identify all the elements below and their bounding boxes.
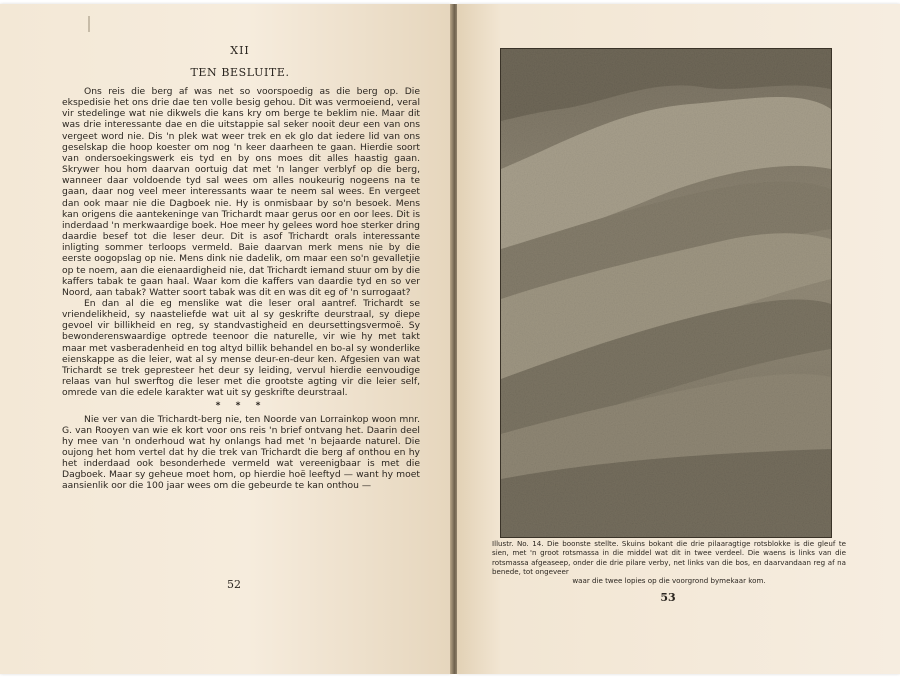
paragraph-3: Nie ver van die Trichardt-berg nie, ten Noorde van Lorrainkop woon mnr. G. van Rooyen van wie ek kort voor ons reis 'n brief ontvang het. Daarin deel hy mee van 'n onderhoud wat hy onlangs had met 'n bejaarde naturel. Die oujong het hom vertel dat hy die trek van Trichardt die berg af onthou en hy het inderdaad ook besonderhede vermeld wat vereenigbaar is met die Dagboek. Maar sy geheue moet hom, op hierdie hoë leeftyd — want hy moet aansienlik oor die 100 jaar wees om die gebeurde te kan onthou — — [62, 413, 420, 492]
caption-line-1: Illustr. No. 14. Die boonste stellte. Skuins bokant die drie pilaaragtige rotsblokke is die gleuf te sien, met 'n groot rotsmassa in die middel wat dit in twee verdeel. Die waens is links van die rotsmassa afgeaseep, onder die drie pilare verby, net links van die bos, en daarvandaan reg af na benede, tot ongeveer — [492, 539, 846, 576]
section-break: * * * — [215, 400, 267, 412]
ink-mark — [88, 16, 90, 32]
paragraph-1: Ons reis die berg af was net so voorspoedig as die berg op. Die ekspedisie het ons drie dae ten volle besig gehou. Dit was vermoeiend, veral vir stedelinge wat nie dikwels die kans kry om berge te beklim nie. Maar dit was drie interessante dae en die uitstappie sal seker nooit deur een van ons vergeet word nie. Dis 'n plek wat weer trek en ek glo dat iedere lid van ons geselskap die hoop koester om nog 'n keer daarheen te gaan. Hierdie soort van ondersoekingswerk eis tyd en by ons moes dit alles haastig gaan. Skrywer hou hom daarvan oortuig dat met 'n langer verblyf op die berg, wanneer daar voldoende tyd sal wees om alles noukeurig nogeens na te gaan, daar nog veel meer interessants waar te neem sal wees. En vergeet dan ook maar nie die Dagboek nie. Hy is onmisbaar by so'n besoek. Mens kan origens die aantekeninge van Trichardt maar gerus oor en oor lees. Dit is inderdaad 'n merkwaardige boek. Hoe meer hy gelees word hoe sterker dring daardie besef tot die leser deur. Dit is asof Trichardt orals interessante inligting sommer terloops vermeld. Baie daarvan merk mens nie by die eerste oogopslag op nie. Mens dink nie dadelik, om maar een so'n gevalletjie op te noem, aan die eienaardigheid nie, dat Trichardt iemand stuur om by die kaffers tabak te gaan haal. Waar kom die kaffers van daardie tyd en so ver Noord, aan tabak? Watter soort tabak was dit en was dit eg of 'n surrogaat? — [62, 86, 420, 298]
page-number-left: 52 — [227, 578, 241, 591]
paragraph-2: En dan al die eg menslike wat die leser oral aantref. Trichardt se vriendelikheid, sy naasteliefde wat uit al sy geskrifte deurstraal, sy diepe gevoel vir billikheid en reg, sy standvastigheid en deursettingsvermoë. Sy bewonderenswaardige optrede teenoor die naturelle, vir wie hy met takt maar met vasberadenheid en tog altyd billik behandel en bo-al sy wonderlike eienskappe as die leier, wat al sy mense deur-en-deur ken. Afgesien van wat Trichardt se trek gepresteer het deur sy leiding, vervul hierdie eenvoudige relaas van hul swerftog die leser met die grootste agting vir die leier self, omrede van die edele karakter wat uit sy geskrifte deurstraal. — [62, 297, 420, 399]
mountain-photo — [500, 48, 832, 538]
chapter-title: TEN BESLUITE. — [190, 66, 290, 79]
photo-caption — [492, 539, 846, 585]
left-page-body — [62, 86, 420, 492]
page-number-right: 53 — [660, 591, 676, 604]
chapter-number: XII — [230, 44, 250, 57]
caption-line-2: waar die twee lopies op die voorgrond bymekaar kom. — [572, 576, 766, 586]
